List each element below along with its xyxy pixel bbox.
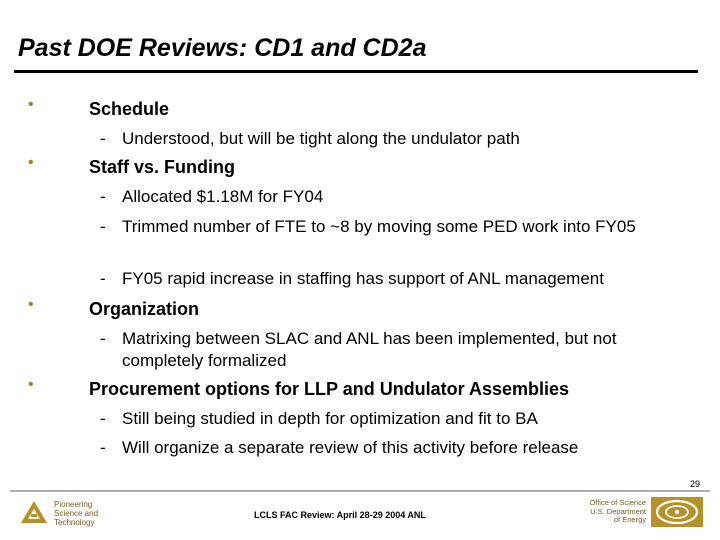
argonne-logo-icon xyxy=(20,500,48,524)
sub-dash: - xyxy=(100,269,106,288)
bullet-dot: • xyxy=(28,376,34,393)
sub-item: Trimmed number of FTE to ~8 by moving some PED work into FY05 xyxy=(122,217,636,236)
bullet-schedule: Schedule xyxy=(89,99,170,119)
title-underline xyxy=(14,70,698,73)
sub-dash: - xyxy=(100,187,106,206)
bullet-procurement: Procurement options for LLP and Undulator Assemblies xyxy=(89,379,570,399)
doe-office-text: Office of Science U.S. Department of Energy xyxy=(589,498,646,524)
bullet-organization: Organization xyxy=(89,299,200,319)
sub-item: FY05 rapid increase in staffing has support of ANL management xyxy=(122,269,604,288)
sub-dash: - xyxy=(100,329,106,348)
footer-event-text: LCLS FAC Review: April 28-29 2004 ANL xyxy=(254,510,426,520)
sub-dash: - xyxy=(100,409,106,428)
bullet-staff-funding: Staff vs. Funding xyxy=(89,157,235,177)
sub-item: Matrixing between SLAC and ANL has been implemented, but not completely formalized xyxy=(122,329,617,370)
page-number: 29 xyxy=(689,479,700,489)
sub-dash: - xyxy=(100,129,106,148)
sub-dash: - xyxy=(100,438,106,457)
sub-item: Will organize a separate review of this activity before release xyxy=(122,438,579,457)
slide-title: Past DOE Reviews: CD1 and CD2a xyxy=(18,34,427,62)
anl-tagline: Pioneering Science and Technology xyxy=(54,500,99,527)
sub-item: Understood, but will be tight along the undulator path xyxy=(122,129,520,148)
bullet-dot: • xyxy=(28,296,34,313)
sub-item: Allocated $1.18M for FY04 xyxy=(122,187,324,206)
sub-dash: - xyxy=(100,217,106,236)
sub-item: Still being studied in depth for optimization and fit to BA xyxy=(122,409,538,428)
bullet-dot: • xyxy=(28,154,34,171)
footer-divider xyxy=(10,490,710,492)
bullet-dot: • xyxy=(28,96,34,113)
doe-logo-icon xyxy=(651,497,703,527)
